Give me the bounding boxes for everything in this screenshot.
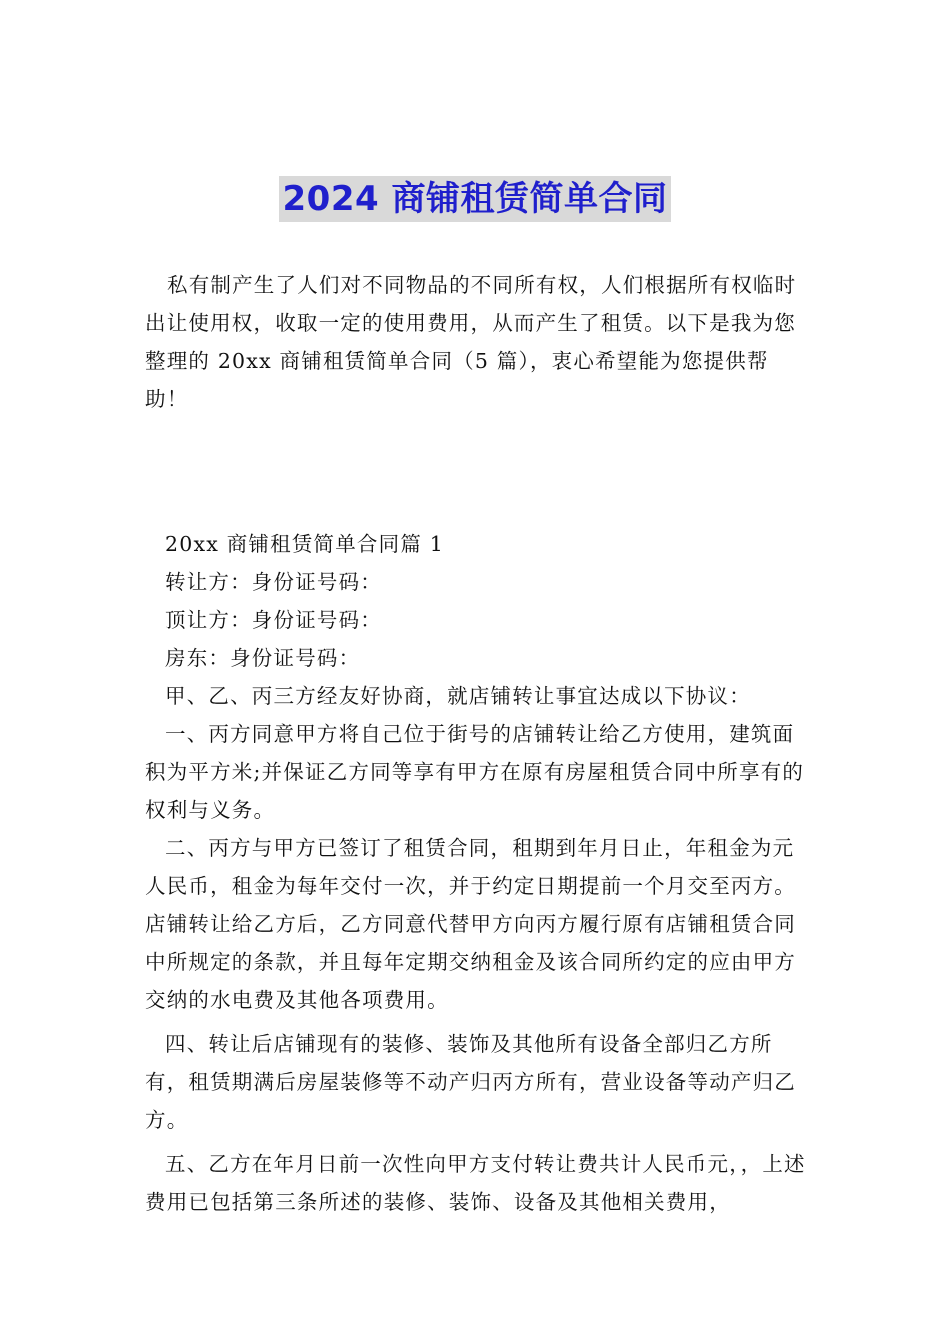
document-title: 2024 商铺租赁简单合同	[279, 176, 672, 222]
title-container	[0, 176, 950, 222]
party-transferee: 顶让方：身份证号码：	[165, 608, 382, 632]
intro-section	[145, 266, 807, 418]
intro-paragraph: 私有制产生了人们对不同物品的不同所有权，人们根据所有权临时出让使用权，收取一定的使用费用，从而产生了租赁。以下是我为您整理的 20xx 商铺租赁简单合同（5 篇），衷心希望能为您提供帮助！	[145, 273, 797, 411]
section-heading: 20xx 商铺租赁简单合同篇 1	[165, 532, 444, 556]
party-transferor: 转让方：身份证号码：	[165, 570, 382, 594]
clause-4: 四、转让后店铺现有的装修、装饰及其他所有设备全部归乙方所有，租赁期满后房屋装修等不动产归丙方所有，营业设备等动产归乙方。	[145, 1032, 796, 1132]
clause-5: 五、乙方在年月日前一次性向甲方支付转让费共计人民币元，，上述费用已包括第三条所述的装修、装饰、设备及其他相关费用，	[145, 1152, 806, 1214]
clause-2: 二、丙方与甲方已签订了租赁合同，租期到年月日止，年租金为元人民币，租金为每年交付一次，并于约定日期提前一个月交至丙方。店铺转让给乙方后，乙方同意代替甲方向丙方履行原有店铺租赁合同中所规定的条款，并且每年定期交纳租金及该合同所约定的应由甲方交纳的水电费及其他各项费用。	[145, 836, 796, 1012]
agreement-intro: 甲、乙、丙三方经友好协商，就店铺转让事宜达成以下协议：	[165, 684, 751, 708]
contract-body	[145, 525, 807, 1221]
clause-1: 一、丙方同意甲方将自己位于街号的店铺转让给乙方使用，建筑面积为平方米;并保证乙方同等享有甲方在原有房屋租赁合同中所享有的权利与义务。	[145, 722, 805, 822]
party-landlord: 房东：身份证号码：	[165, 646, 361, 670]
